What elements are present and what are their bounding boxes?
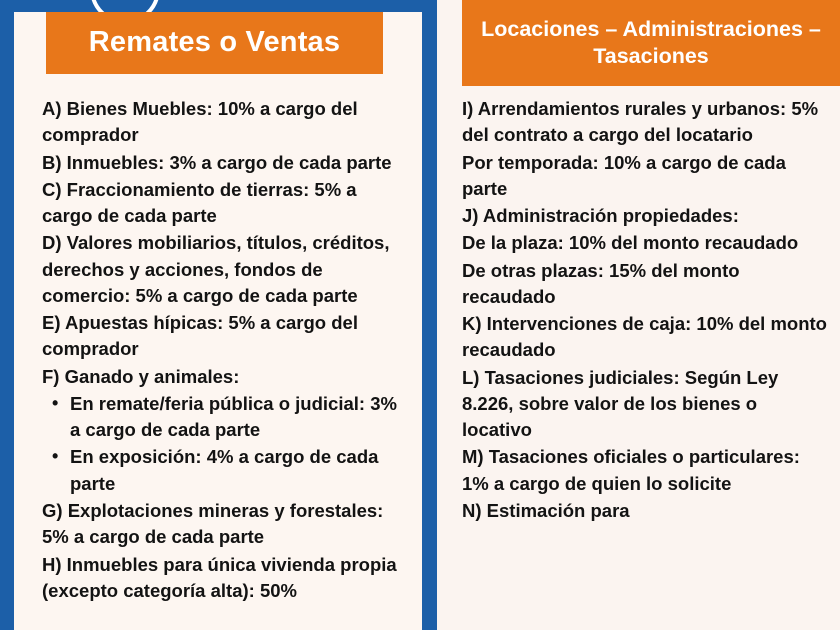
list-item: I) Arrendamientos rurales y urbanos: 5% del contrato a cargo del locatario	[462, 98, 819, 146]
left-column-content	[42, 96, 412, 605]
list-item: H) Inmuebles para única vivienda propia (excepto categoría alta): 50%	[42, 553, 397, 601]
list-item: N) Estimación para	[462, 499, 630, 521]
list-item: De la plaza: 10% del monto recaudado	[462, 232, 799, 254]
right-column-title: Locaciones – Administraciones – Tasaciones	[481, 17, 821, 68]
list-item: C) Fraccionamiento de tierras: 5% a cargo de cada parte	[42, 178, 357, 227]
list-item: M) Tasaciones oficiales o particulares: 1% a cargo de quien lo solicite	[462, 446, 800, 494]
list-item: A) Bienes Muebles: 10% a cargo del comprador	[42, 98, 358, 146]
list-item: Por temporada: 10% a cargo de cada parte	[462, 151, 786, 199]
sub-list-item-label: En exposición: 4% a cargo de cada parte	[70, 446, 379, 494]
list-item: De otras plazas: 15% del monto recaudado	[462, 259, 740, 307]
list-item: D) Valores mobiliarios, títulos, créditos, derechos y acciones, fondos de comercio: 5% a cargo de cada parte	[42, 232, 390, 306]
right-column-header	[462, 0, 840, 86]
left-top-strip	[14, 0, 422, 12]
list-item: G) Explotaciones mineras y forestales: 5% a cargo de cada parte	[42, 499, 384, 548]
bullet-icon: •	[52, 392, 59, 413]
list-item: K) Intervenciones de caja: 10% del monto recaudado	[462, 313, 827, 361]
sub-list-item-label: En remate/feria pública o judicial: 3% a cargo de cada parte	[70, 392, 397, 441]
list-item: F) Ganado y animales:	[42, 365, 240, 387]
list-item: J) Administración propiedades:	[462, 205, 739, 227]
left-column-header	[46, 12, 383, 74]
list-item: E) Apuestas hípicas: 5% a cargo del comprador	[42, 312, 358, 360]
list-item: B) Inmuebles: 3% a cargo de cada parte	[42, 151, 392, 173]
left-column-title: Remates o Ventas	[88, 26, 341, 59]
sub-list-item	[42, 444, 412, 497]
right-column-content	[462, 96, 828, 525]
bullet-icon: •	[52, 446, 59, 467]
list-item: L) Tasaciones judiciales: Según Ley 8.226, sobre valor de los bienes o locativo	[462, 366, 779, 441]
sub-list-item	[42, 391, 412, 444]
column-divider	[422, 0, 437, 630]
